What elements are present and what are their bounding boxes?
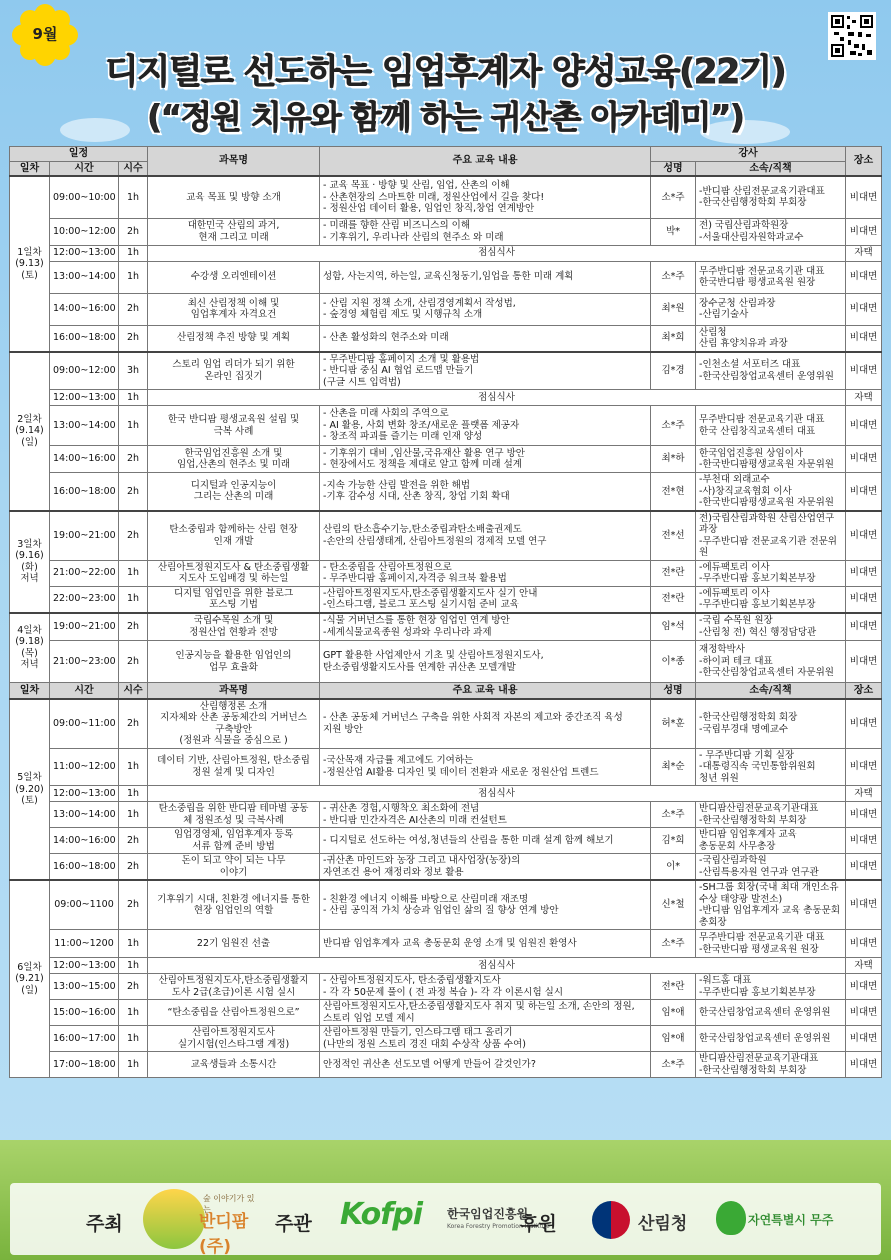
time-cell: 19:00~21:00: [50, 613, 119, 641]
subject-cell: 국립수목원 소개 및 정원산업 현황과 전망: [148, 613, 320, 641]
table-row: [10, 293, 882, 325]
day-label: 4일차 (9.18) (목) 저녁: [10, 613, 50, 683]
affiliation-cell: -에듀팩토리 이사 -무주반디팜 홍보기획본부장: [696, 586, 846, 613]
venue-cell: 비대면: [846, 446, 882, 473]
header-name: 성명: [651, 161, 696, 176]
header-hours: 시수: [119, 683, 148, 699]
hours-cell: 1h: [119, 560, 148, 586]
header-subject: 과목명: [148, 683, 320, 699]
time-cell: 09:00~11:00: [50, 699, 119, 749]
content-cell: -산림아트정원지도사,탄소중립생활지도사 실기 안내 -인스타그램, 블로그 포스팅 실기시험 준비 교육: [320, 586, 651, 613]
header-subject: 과목명: [148, 147, 320, 177]
content-cell: 성함, 사는지역, 하는일, 교육신청동기,임업을 통한 미래 계획: [320, 261, 651, 293]
hours-cell: 2h: [119, 880, 148, 930]
venue-cell: 비대면: [846, 802, 882, 828]
hours-cell: 1h: [119, 245, 148, 261]
subject-cell: 22기 임원진 선출: [148, 930, 320, 958]
time-cell: 14:00~16:00: [50, 828, 119, 854]
hours-cell: 1h: [119, 930, 148, 958]
affiliation-cell: -국립산림과학원 -산림특용자원 연구과 연구관: [696, 854, 846, 881]
table-row: [10, 1026, 882, 1052]
schedule-table: [9, 146, 882, 1078]
venue-cell: 비대면: [846, 699, 882, 749]
time-cell: 19:00~21:00: [50, 511, 119, 561]
venue-cell: 비대면: [846, 176, 882, 218]
content-cell: 안정적인 귀산촌 선도모델 어떻게 만들어 갈것인가?: [320, 1052, 651, 1078]
schedule-body: [10, 176, 882, 1078]
subject-cell: 교육생들과 소통시간: [148, 1052, 320, 1078]
instructor-name-cell: 소*주: [651, 1052, 696, 1078]
time-cell: 14:00~16:00: [50, 446, 119, 473]
day-label: 2일차 (9.14) (일): [10, 352, 50, 511]
table-row: [10, 1052, 882, 1078]
subject-cell: 한국 반디팜 평생교육원 설립 및 극복 사례: [148, 406, 320, 446]
content-cell: - 산촌 활성화의 현주소와 미래: [320, 325, 651, 352]
venue-cell: 비대면: [846, 325, 882, 352]
instructor-name-cell: 임*애: [651, 1026, 696, 1052]
affiliation-cell: 재정학박사 -하이퍼 테크 대표 -한국산림창업교육센터 자문위원: [696, 641, 846, 683]
affiliation-cell: 전)국립산림과학원 산림산업연구과장 -무주반디팜 전문교육기관 전문위원: [696, 511, 846, 561]
time-cell: 09:00~10:00: [50, 176, 119, 218]
venue-cell: 자택: [846, 390, 882, 406]
time-cell: 09:00~1100: [50, 880, 119, 930]
time-cell: 13:00~14:00: [50, 802, 119, 828]
time-cell: 12:00~13:00: [50, 390, 119, 406]
subject-cell: 교육 목표 및 방향 소개: [148, 176, 320, 218]
venue-cell: 비대면: [846, 930, 882, 958]
content-cell: - 산림아트정원지도사, 탄소중립생활지도사 - 각 각 50문제 풀이 ( 전 과정 복습 )- 각 각 이론시험 실시: [320, 974, 651, 1000]
hours-cell: 2h: [119, 854, 148, 881]
header-day: 일차: [10, 161, 50, 176]
venue-cell: 비대면: [846, 473, 882, 511]
lunch-cell: 점심식사: [148, 390, 846, 406]
venue-cell: 비대면: [846, 352, 882, 390]
affiliation-cell: 장수군청 산림과장 -산림기술사: [696, 293, 846, 325]
hours-cell: 1h: [119, 261, 148, 293]
hours-cell: 1h: [119, 176, 148, 218]
venue-cell: 비대면: [846, 560, 882, 586]
header-period: 일정: [10, 147, 148, 162]
instructor-name-cell: 임*석: [651, 613, 696, 641]
subject-cell: 산림아트정원지도사 & 탄소중립생활 지도사 도입배경 및 하는일: [148, 560, 320, 586]
bandifarm-name: 반디팜(주): [199, 1212, 249, 1257]
content-cell: - 산촌 공동체 거버넌스 구축을 위한 사회적 자본의 제고와 중간조직 육성 지원 방안: [320, 699, 651, 749]
lunch-cell: 점심식사: [148, 786, 846, 802]
content-cell: GPT 활용한 사업제안서 기초 및 산림아트정원지도사, 탄소중립생활지도사를 연계한 귀산촌 모델개발: [320, 641, 651, 683]
hours-cell: 2h: [119, 641, 148, 683]
muju-name: 자연특별시 무주: [748, 1213, 834, 1227]
instructor-name-cell: 이*: [651, 854, 696, 881]
table-row: [10, 352, 882, 390]
subject-cell: 탄소중립과 함께하는 산림 현장 인재 개발: [148, 511, 320, 561]
header-venue: 장소: [846, 147, 882, 177]
instructor-name-cell: 최*하: [651, 446, 696, 473]
affiliation-cell: -SH그룹 회장(국내 최대 개인소유 수상 태양광 발전소) -반디팜 임업후계자 교육 총동문회 총회장: [696, 880, 846, 930]
venue-cell: 자택: [846, 958, 882, 974]
content-cell: 산림아트정원 만들기, 인스타그램 태그 올리기 (나만의 정원 스토리 경진 대회 수상작 상품 수여): [320, 1026, 651, 1052]
table-row: [10, 446, 882, 473]
table-subheader-row: [10, 683, 882, 699]
content-cell: - 산촌을 미래 사회의 주역으로 - AI 활용, 사회 변화 창조/새로운 플랫폼 제공자 - 창조적 파괴를 즐기는 미래 인재 양성: [320, 406, 651, 446]
header-time: 시간: [50, 161, 119, 176]
header-content: 주요 교육 내용: [320, 683, 651, 699]
time-cell: 21:00~23:00: [50, 641, 119, 683]
instructor-name-cell: 이*종: [651, 641, 696, 683]
subject-cell: 산림아트정원지도사,탄소중립생활지 도사 2급(초급)이론 시험 실시: [148, 974, 320, 1000]
subject-cell: “탄소중립을 산림아트정원으로”: [148, 1000, 320, 1026]
hours-cell: 2h: [119, 446, 148, 473]
time-cell: 17:00~18:00: [50, 1052, 119, 1078]
affiliation-cell: -워드홈 대표 -무주반디팜 홍보기획본부장: [696, 974, 846, 1000]
page-subtitle: (“정원 치유와 함께 하는 귀산촌 아카데미”): [147, 98, 744, 136]
instructor-name-cell: 전*란: [651, 560, 696, 586]
time-cell: 21:00~22:00: [50, 560, 119, 586]
subject-cell: 디지털과 인공지능이 그리는 산촌의 미래: [148, 473, 320, 511]
venue-cell: 비대면: [846, 406, 882, 446]
hours-cell: 2h: [119, 473, 148, 511]
page-title: 디지털로 선도하는 임업후계자 양성교육(22기): [105, 52, 786, 92]
content-cell: -식물 거버넌스를 통한 현장 임업인 연계 방안 -세계식물교육종원 성과와 우리나라 과제: [320, 613, 651, 641]
hours-cell: 1h: [119, 958, 148, 974]
subject-cell: 한국임업진흥원 소개 및 임업,산촌의 현주소 및 미래: [148, 446, 320, 473]
lunch-cell: 점심식사: [148, 958, 846, 974]
hours-cell: 1h: [119, 748, 148, 786]
subject-cell: 인공지능을 활용한 임업인의 업무 효율화: [148, 641, 320, 683]
time-cell: 11:00~1200: [50, 930, 119, 958]
content-cell: - 탄소중립을 산림아트정원으로 - 무주반디팜 홈페이지,자격증 워크북 활용법: [320, 560, 651, 586]
table-row: [10, 974, 882, 1000]
instructor-name-cell: 박*: [651, 218, 696, 245]
venue-cell: 비대면: [846, 880, 882, 930]
table-row: [10, 325, 882, 352]
venue-cell: 비대면: [846, 293, 882, 325]
kofpi-logo: Kofpi: [340, 1197, 423, 1232]
content-cell: -귀산촌 마인드와 농장 그리고 내사업장(농장)의 자연조건 용어 재정리와 정보 활용: [320, 854, 651, 881]
venue-cell: 비대면: [846, 1000, 882, 1026]
affiliation-cell: 한국임업진흥원 상임이사 -한국반디팜평생교육원 자문위원: [696, 446, 846, 473]
header-name: 성명: [651, 683, 696, 699]
hours-cell: 1h: [119, 406, 148, 446]
time-cell: 14:00~16:00: [50, 293, 119, 325]
sponsor-label: 후원: [520, 1213, 557, 1235]
affiliation-cell: -반디팜 산림전문교육기관대표 -한국산림행정학회 부회장: [696, 176, 846, 218]
time-cell: 12:00~13:00: [50, 958, 119, 974]
hours-cell: 2h: [119, 218, 148, 245]
korea-forest-service-icon: [592, 1201, 630, 1239]
instructor-name-cell: 전*란: [651, 974, 696, 1000]
venue-cell: 비대면: [846, 261, 882, 293]
affiliation-cell: 반디팜 임업후계자 교육 총동문회 사무총장: [696, 828, 846, 854]
table-row: [10, 930, 882, 958]
affiliation-cell: 산림청 산림 휴양치유과 과장: [696, 325, 846, 352]
subject-cell: 임업경영체, 임업후계자 등록 서류 함께 준비 방법: [148, 828, 320, 854]
table-row: [10, 641, 882, 683]
table-row: [10, 406, 882, 446]
venue-cell: 자택: [846, 786, 882, 802]
hours-cell: 2h: [119, 828, 148, 854]
content-cell: - 디지털로 선도하는 여성,청년들의 산림을 통한 미래 설계 함께 해보기: [320, 828, 651, 854]
affiliation-cell: - 무주반디팜 기획 실장 -대통령직속 국민통합위원회 청년 위원: [696, 748, 846, 786]
bandifarm-emblem-icon: [143, 1189, 205, 1249]
subject-cell: 기후위기 시대, 친환경 에너지를 통한 현장 임업인의 역할: [148, 880, 320, 930]
time-cell: 16:00~18:00: [50, 473, 119, 511]
hours-cell: 1h: [119, 1000, 148, 1026]
header-instructor: 강사: [651, 147, 846, 162]
content-cell: - 기후위기 대비 ,임산물,국유재산 활용 연구 방안 - 현장에서도 정책을 제대로 알고 함께 미래 설계: [320, 446, 651, 473]
instructor-name-cell: 최*희: [651, 325, 696, 352]
bandifarm-tagline: 숲 이야기가 있는: [203, 1194, 255, 1214]
time-cell: 16:00~18:00: [50, 325, 119, 352]
time-cell: 09:00~12:00: [50, 352, 119, 390]
table-row: [10, 1000, 882, 1026]
hours-cell: 1h: [119, 1052, 148, 1078]
content-cell: - 무주반디팜 홈페이지 소개 및 활용법 - 반디팜 중심 AI 협업 로드맵 만들기 (구글 시트 입력법): [320, 352, 651, 390]
subject-cell: 산림정책 추진 방향 및 계획: [148, 325, 320, 352]
hours-cell: 1h: [119, 390, 148, 406]
time-cell: 16:00~18:00: [50, 854, 119, 881]
content-cell: 반디팜 임업후계자 교육 총동문회 운영 소개 및 임원진 환영사: [320, 930, 651, 958]
instructor-name-cell: 전*선: [651, 511, 696, 561]
venue-cell: 비대면: [846, 854, 882, 881]
day-label: 3일차 (9.16) (화) 저녁: [10, 511, 50, 613]
venue-cell: 비대면: [846, 586, 882, 613]
hours-cell: 2h: [119, 511, 148, 561]
subject-cell: 산림행정론 소개 지자체와 산촌 공동체간의 거버넌스 구축방안 (정원과 식물을 중심으로 ): [148, 699, 320, 749]
hours-cell: 2h: [119, 325, 148, 352]
venue-cell: 비대면: [846, 974, 882, 1000]
time-cell: 15:00~16:00: [50, 1000, 119, 1026]
venue-cell: 비대면: [846, 828, 882, 854]
hours-cell: 1h: [119, 586, 148, 613]
host-label: 주최: [86, 1213, 123, 1235]
time-cell: 16:00~17:00: [50, 1026, 119, 1052]
affiliation-cell: -부천대 외래교수 -사)창직교육협회 이사 -한국반디팜평생교육원 자문위원: [696, 473, 846, 511]
affiliation-cell: -한국산림행정학회 회장 -국립부경대 명예교수: [696, 699, 846, 749]
instructor-name-cell: 최*원: [651, 293, 696, 325]
subject-cell: 디지털 임업인을 위한 블로그 포스팅 기법: [148, 586, 320, 613]
subject-cell: 데이터 기반, 산림아트정원, 탄소중립 정원 설계 및 디자인: [148, 748, 320, 786]
table-row: [10, 880, 882, 930]
venue-cell: 비대면: [846, 218, 882, 245]
subject-cell: 대한민국 산림의 과거, 현재 그리고 미래: [148, 218, 320, 245]
venue-cell: 자택: [846, 245, 882, 261]
time-cell: 22:00~23:00: [50, 586, 119, 613]
content-cell: - 친환경 에너지 이해를 바탕으로 산림미래 재조명 - 산림 공익적 가치 상승과 임업인 삶의 질 향상 연계 방안: [320, 880, 651, 930]
subject-cell: 탄소중립을 위한 반디팜 테마별 공동 체 정원조성 및 극복사례: [148, 802, 320, 828]
table-row: [10, 748, 882, 786]
content-cell: - 귀산촌 경험,시행착오 최소화에 전념 - 반디팜 민간자격은 AI산촌의 미래 컨설턴트: [320, 802, 651, 828]
venue-cell: 비대면: [846, 613, 882, 641]
affiliation-cell: 무주반디팜 전문교육기관 대표 한국반디팜 평생교육원 원장: [696, 261, 846, 293]
time-cell: 12:00~13:00: [50, 786, 119, 802]
day-label: 1일차 (9.13) (토): [10, 176, 50, 352]
affiliation-cell: 반디팜산림전문교육기관대표 -한국산림행정학회 부회장: [696, 1052, 846, 1078]
subject-cell: 스토리 임업 리더가 되기 위한 온라인 집짓기: [148, 352, 320, 390]
affiliation-cell: 반디팜산림전문교육기관대표 -한국산림행정학회 부회장: [696, 802, 846, 828]
venue-cell: 비대면: [846, 511, 882, 561]
affiliation-cell: 한국산림창업교육센터 운영위원: [696, 1026, 846, 1052]
time-cell: 10:00~12:00: [50, 218, 119, 245]
content-cell: - 교육 목표 · 방향 및 산림, 임업, 산촌의 이해 - 산촌현장의 스마트한 미래, 정원산업에서 길을 찾다! - 정원산업 데이터 활용, 임업인 창직,창업 연계방안: [320, 176, 651, 218]
header-content: 주요 교육 내용: [320, 147, 651, 177]
table-row: [10, 802, 882, 828]
hours-cell: 2h: [119, 699, 148, 749]
affiliation-cell: 한국산림창업교육센터 운영위원: [696, 1000, 846, 1026]
forest-service-name: 산림청: [638, 1214, 688, 1234]
content-cell: - 미래를 향한 산림 비즈니스의 이해 - 기후위기, 우리나라 산림의 현주소 와 미래: [320, 218, 651, 245]
venue-cell: 비대면: [846, 1026, 882, 1052]
hours-cell: 1h: [119, 786, 148, 802]
month-label: 9월: [32, 25, 58, 43]
day-label: 5일차 (9.20) (토): [10, 699, 50, 881]
table-row: [10, 854, 882, 881]
instructor-name-cell: 소*주: [651, 802, 696, 828]
venue-cell: 비대면: [846, 1052, 882, 1078]
time-cell: 13:00~15:00: [50, 974, 119, 1000]
lunch-row: [10, 958, 882, 974]
subject-cell: 돈이 되고 약이 되는 나무 이야기: [148, 854, 320, 881]
hours-cell: 2h: [119, 974, 148, 1000]
instructor-name-cell: 김*희: [651, 828, 696, 854]
table-row: [10, 511, 882, 561]
header-affiliation: 소속/직책: [696, 683, 846, 699]
header-day: 일차: [10, 683, 50, 699]
instructor-name-cell: 소*주: [651, 406, 696, 446]
table-row: [10, 176, 882, 218]
table-row: [10, 586, 882, 613]
hours-cell: 1h: [119, 802, 148, 828]
instructor-name-cell: 소*주: [651, 261, 696, 293]
affiliation-cell: 무주반디팜 전문교육기관 대표 -한국반디팜 평생교육원 원장: [696, 930, 846, 958]
hours-cell: 1h: [119, 1026, 148, 1052]
affiliation-cell: 무주반디팜 전문교육기관 대표 한국 산림창직교육센터 대표: [696, 406, 846, 446]
instructor-name-cell: 김*경: [651, 352, 696, 390]
content-cell: -국산목재 자급률 제고에도 기여하는 -정원산업 AI활용 디자인 및 데이터 전환과 새로운 정원산업 트렌드: [320, 748, 651, 786]
content-cell: 산림의 탄소흡수기능,탄소중립과탄소배출권제도 -손안의 산림생태계, 산림아트정원의 경제적 모델 연구: [320, 511, 651, 561]
lunch-cell: 점심식사: [148, 245, 846, 261]
content-cell: 산림아트정원지도사,탄소중립생활지도사 취지 및 하는일 소개, 손안의 정원, 스토리 임업 모델 제시: [320, 1000, 651, 1026]
time-cell: 13:00~14:00: [50, 261, 119, 293]
time-cell: 11:00~12:00: [50, 748, 119, 786]
instructor-name-cell: 전*현: [651, 473, 696, 511]
instructor-name-cell: 허*훈: [651, 699, 696, 749]
header-affiliation: 소속/직책: [696, 161, 846, 176]
table-row: [10, 473, 882, 511]
instructor-name-cell: 신*철: [651, 880, 696, 930]
table-row: [10, 828, 882, 854]
hours-cell: 2h: [119, 293, 148, 325]
header-time: 시간: [50, 683, 119, 699]
content-cell: -지속 가능한 산림 발전을 위한 해법 -기후 감수성 시대, 산촌 창직, 창업 기회 확대: [320, 473, 651, 511]
time-cell: 13:00~14:00: [50, 406, 119, 446]
subject-cell: 산림아트정원지도사 실기시험(인스타그램 계정): [148, 1026, 320, 1052]
time-cell: 12:00~13:00: [50, 245, 119, 261]
lunch-row: [10, 786, 882, 802]
instructor-name-cell: 소*주: [651, 930, 696, 958]
hours-cell: 2h: [119, 613, 148, 641]
affiliation-cell: 전) 국립산림과학원장 -서울대산림자원학과교수: [696, 218, 846, 245]
day-label: 6일차 (9.21) (일): [10, 880, 50, 1078]
header-venue: 장소: [846, 683, 882, 699]
table-row: [10, 699, 882, 749]
affiliation-cell: -국립 수목원 원장 -산림청 전) 혁신 행정담당관: [696, 613, 846, 641]
table-row: [10, 613, 882, 641]
content-cell: - 산림 지원 정책 소개, 산림경영계획서 작성법, - 숲경영 체험림 제도 및 시행규칙 소개: [320, 293, 651, 325]
venue-cell: 비대면: [846, 748, 882, 786]
lunch-row: [10, 390, 882, 406]
header-hours: 시수: [119, 161, 148, 176]
instructor-name-cell: 전*란: [651, 586, 696, 613]
kofpi-name: 한국임업진흥원: [447, 1207, 529, 1221]
subject-cell: 수강생 오리엔테이션: [148, 261, 320, 293]
table-row: [10, 218, 882, 245]
subject-cell: 최신 산림정책 이해 및 임업후계자 자격요건: [148, 293, 320, 325]
lunch-row: [10, 245, 882, 261]
venue-cell: 비대면: [846, 641, 882, 683]
organizer-label: 주관: [275, 1213, 312, 1235]
instructor-name-cell: 소*주: [651, 176, 696, 218]
instructor-name-cell: 임*애: [651, 1000, 696, 1026]
hours-cell: 3h: [119, 352, 148, 390]
affiliation-cell: -인천소셜 서포터즈 대표 -한국산림창업교육센터 운영위원: [696, 352, 846, 390]
bandifarm-logo: [143, 1185, 261, 1257]
table-row: [10, 261, 882, 293]
table-row: [10, 560, 882, 586]
muju-logo-icon: [716, 1201, 746, 1235]
instructor-name-cell: 최*순: [651, 748, 696, 786]
sponsor-footer: [10, 1183, 881, 1255]
affiliation-cell: -에듀팩토리 이사 -무주반디팜 홍보기획본부장: [696, 560, 846, 586]
kofpi-english-name: Korea Forestry Promotion Institute: [447, 1223, 550, 1230]
